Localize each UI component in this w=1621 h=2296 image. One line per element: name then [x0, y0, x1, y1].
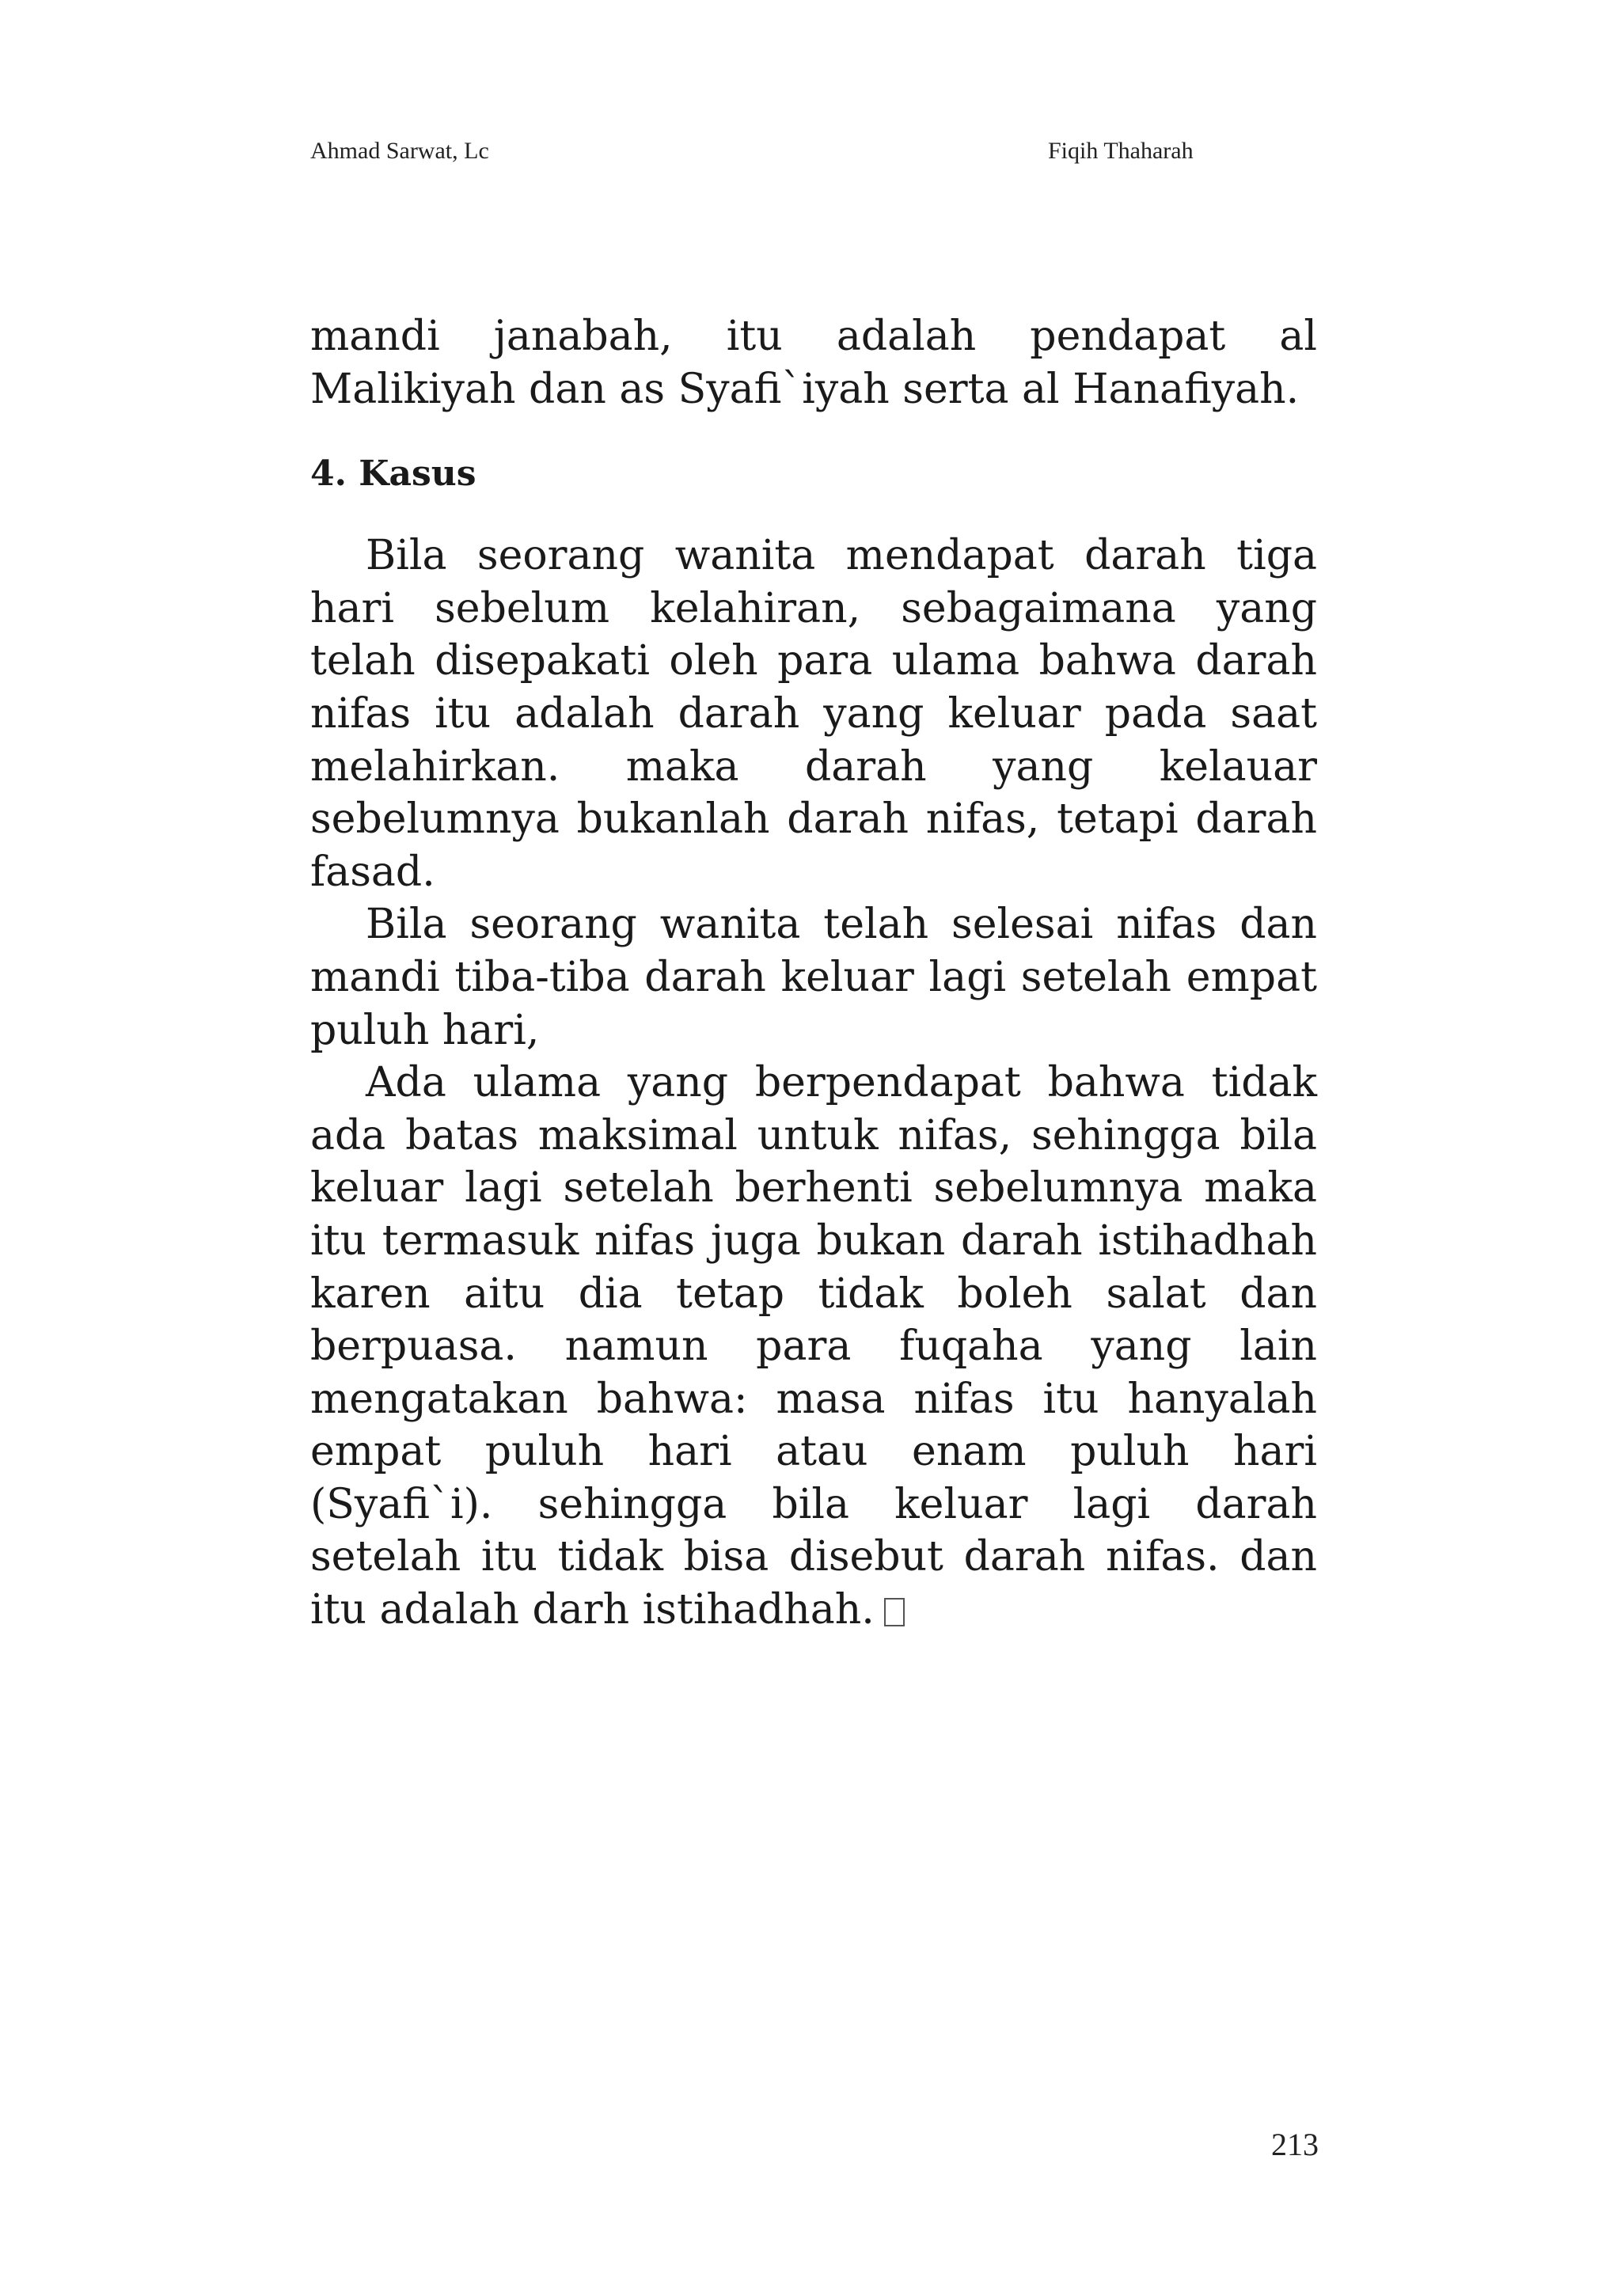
- section-heading: 4. Kasus: [310, 454, 476, 495]
- paragraph-2: Bila seorang wanita telah selesai nifas dan mandi tiba-tiba darah keluar lagi setelah empat puluh hari,: [310, 901, 1317, 1054]
- page-number: 213: [1271, 2127, 1319, 2162]
- square-end-mark-icon: [884, 1598, 905, 1626]
- paragraph-3: [310, 1057, 1317, 1637]
- paragraph-3-text: Ada ulama yang berpendapat bahwa tidak ada batas maksimal untuk nifas, sehingga bila keluar lagi setelah berhenti sebelumnya maka itu termasuk nifas juga bukan darah istihadhah karen aitu dia tetap tidak boleh salat dan berpuasa. namun para fuqaha yang lain mengatakan bahwa: masa nifas itu hanyalah empat puluh hari atau enam puluh hari (Syafi`i). sehingga bila keluar lagi darah setelah itu tidak bisa disebut darah nifas. dan itu adalah darh istihadhah.: [310, 1059, 1317, 1634]
- running-head-book-title: Fiqih Thaharah: [1048, 138, 1194, 164]
- running-head-author: Ahmad Sarwat, Lc: [310, 138, 489, 164]
- continued-paragraph: mandi janabah, itu adalah pendapat al Malikiyah dan as Syafi`iyah serta al Hanafiyah.: [310, 313, 1317, 413]
- paragraph-1: Bila seorang wanita mendapat darah tiga hari sebelum kelahiran, sebagaimana yang telah disepakati oleh para ulama bahwa darah nifas itu adalah darah yang keluar pada saat melahirkan. maka darah yang kelauar sebelumnya bukanlah darah nifas, tetapi darah fasad.: [310, 532, 1317, 896]
- page-body: [310, 310, 1317, 1637]
